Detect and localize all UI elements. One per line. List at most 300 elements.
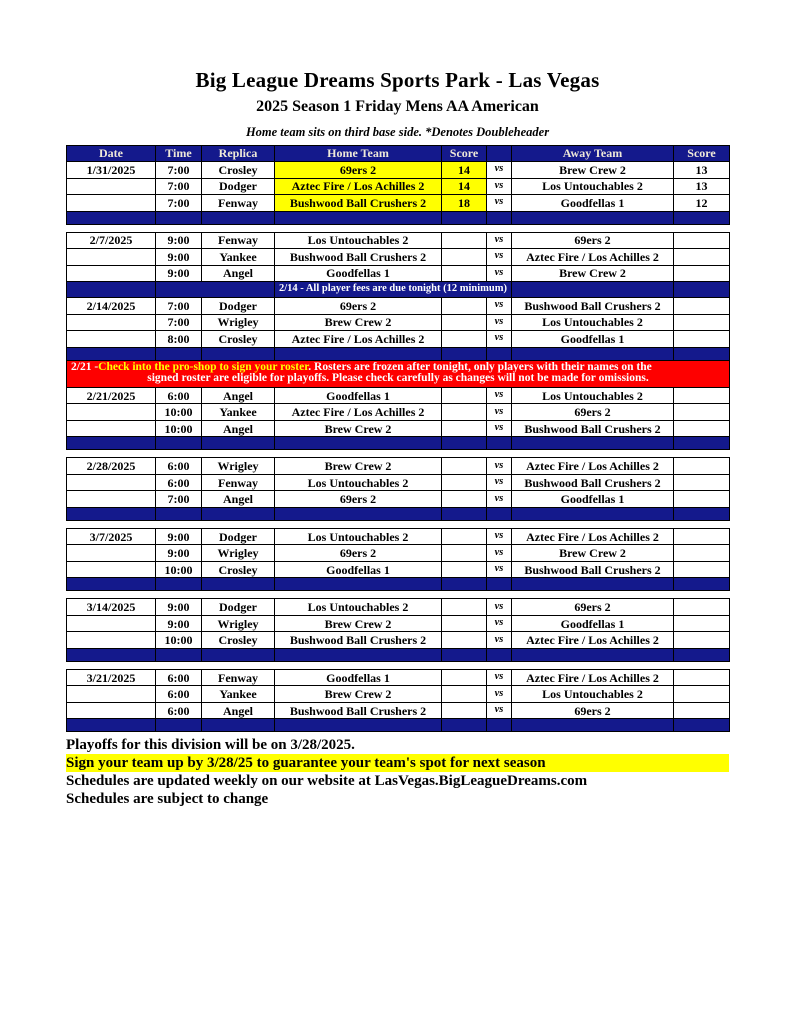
time-cell: 8:00 [156,331,202,348]
time-cell: 6:00 [156,686,202,703]
game-row [67,528,730,545]
separator-row [67,648,730,661]
separator-cell [275,437,442,450]
roster-notice-line2: signed roster are eligible for playoffs. Please check carefully as changes will not be made for omissions. [147,372,649,385]
time-cell: 9:00 [156,232,202,249]
separator-cell [156,211,202,224]
home-team-cell: Bushwood Ball Crushers 2 [275,249,442,266]
game-row [67,632,730,649]
game-row [67,232,730,249]
game-row [67,387,730,404]
separator-cell [202,347,275,360]
separator-cell [674,507,730,520]
column-header-home-score: Score [442,146,487,162]
away-team-cell: Aztec Fire / Los Achilles 2 [512,669,674,686]
game-row [67,249,730,266]
home-score-cell: 14 [442,178,487,195]
replica-cell: Crosley [202,561,275,578]
vs-label: vs [487,387,512,404]
game-row [67,561,730,578]
away-team-cell: Brew Crew 2 [512,162,674,179]
separator-cell [512,211,674,224]
away-score-cell [674,528,730,545]
away-team-cell: Los Untouchables 2 [512,314,674,331]
replica-cell: Wrigley [202,615,275,632]
home-team-cell: Bushwood Ball Crushers 2 [275,632,442,649]
date-cell [67,702,156,719]
away-score-cell: 13 [674,162,730,179]
date-cell: 2/21/2025 [67,387,156,404]
home-score-cell [442,420,487,437]
schedule-document [66,0,729,808]
time-cell: 7:00 [156,162,202,179]
vs-label: vs [487,528,512,545]
away-score-cell: 13 [674,178,730,195]
separator-cell [275,347,442,360]
vs-label: vs [487,178,512,195]
time-cell: 7:00 [156,298,202,315]
game-row [67,458,730,475]
away-score-cell [674,331,730,348]
game-row [67,420,730,437]
replica-cell: Angel [202,387,275,404]
date-cell [67,195,156,212]
separator-cell [275,578,442,591]
separator-cell [442,211,487,224]
gap-cell [67,450,730,458]
column-header-time: Time [156,146,202,162]
replica-cell: Crosley [202,162,275,179]
replica-cell: Wrigley [202,458,275,475]
vs-label: vs [487,599,512,616]
home-team-cell: Goodfellas 1 [275,387,442,404]
replica-cell: Crosley [202,331,275,348]
vs-label: vs [487,474,512,491]
separator-cell [674,578,730,591]
date-cell: 1/31/2025 [67,162,156,179]
home-team-cell: Brew Crew 2 [275,314,442,331]
away-team-cell: Los Untouchables 2 [512,686,674,703]
gap-cell [67,224,730,232]
game-row [67,178,730,195]
separator-cell [442,347,487,360]
home-score-cell [442,387,487,404]
replica-cell: Crosley [202,632,275,649]
date-cell: 3/21/2025 [67,669,156,686]
separator-cell [156,437,202,450]
separator-cell [442,719,487,732]
home-team-cell: Brew Crew 2 [275,686,442,703]
separator-cell [442,437,487,450]
away-team-cell: Aztec Fire / Los Achilles 2 [512,632,674,649]
footer-notes [66,736,729,808]
away-team-cell: Bushwood Ball Crushers 2 [512,474,674,491]
away-team-cell: 69ers 2 [512,702,674,719]
home-score-cell [442,528,487,545]
away-team-cell: Bushwood Ball Crushers 2 [512,298,674,315]
signup-note: Sign your team up by 3/28/25 to guarantee your team's spot for next season [66,754,729,772]
home-score-cell [442,686,487,703]
home-score-cell [442,314,487,331]
game-row [67,615,730,632]
away-team-cell: Goodfellas 1 [512,331,674,348]
home-score-cell [442,298,487,315]
date-cell [67,331,156,348]
separator-cell [156,507,202,520]
home-score-cell [442,249,487,266]
home-score-cell [442,702,487,719]
date-cell [67,632,156,649]
separator-cell [202,211,275,224]
gap-row [67,661,730,669]
away-score-cell [674,458,730,475]
vs-label: vs [487,162,512,179]
separator-row [67,719,730,732]
time-cell: 9:00 [156,599,202,616]
separator-cell [487,719,512,732]
time-cell: 10:00 [156,404,202,421]
roster-notice-highlight: Check into the pro-shop to sign your roster [98,360,309,373]
away-score-cell: 12 [674,195,730,212]
away-team-cell: Goodfellas 1 [512,195,674,212]
away-score-cell [674,686,730,703]
column-header-home-team: Home Team [275,146,442,162]
home-score-cell [442,669,487,686]
away-score-cell [674,669,730,686]
away-team-cell: Brew Crew 2 [512,265,674,282]
column-header-away-team: Away Team [512,146,674,162]
column-header-date: Date [67,146,156,162]
home-score-cell [442,491,487,508]
replica-cell: Yankee [202,686,275,703]
subject-to-change-note: Schedules are subject to change [66,791,269,808]
date-cell [67,404,156,421]
game-row [67,195,730,212]
vs-label: vs [487,561,512,578]
field-side-note: Home team sits on third base side. *Denotes Doubleheader [245,125,550,139]
separator-cell [512,648,674,661]
time-cell: 7:00 [156,491,202,508]
time-cell: 6:00 [156,669,202,686]
home-score-cell [442,561,487,578]
time-cell: 6:00 [156,387,202,404]
separator-cell [674,211,730,224]
gap-row [67,520,730,528]
game-row [67,298,730,315]
column-header-away-score: Score [674,146,730,162]
game-row [67,669,730,686]
separator-cell [487,437,512,450]
replica-cell: Angel [202,491,275,508]
separator-cell [67,719,156,732]
home-team-cell: Los Untouchables 2 [275,474,442,491]
replica-cell: Angel [202,265,275,282]
time-cell: 7:00 [156,178,202,195]
separator-cell [67,648,156,661]
date-cell [67,420,156,437]
replica-cell: Fenway [202,474,275,491]
home-score-cell [442,632,487,649]
away-team-cell: Bushwood Ball Crushers 2 [512,420,674,437]
date-cell [67,615,156,632]
game-row [67,331,730,348]
replica-cell: Fenway [202,232,275,249]
time-cell: 6:00 [156,702,202,719]
home-team-cell: 69ers 2 [275,491,442,508]
separator-cell [442,648,487,661]
gap-cell [67,591,730,599]
away-score-cell [674,232,730,249]
replica-cell: Yankee [202,404,275,421]
separator-row [67,507,730,520]
separator-row [67,211,730,224]
replica-cell: Wrigley [202,545,275,562]
replica-cell: Yankee [202,249,275,266]
separator-row [67,437,730,450]
time-cell: 10:00 [156,632,202,649]
separator-cell [202,648,275,661]
vs-label: vs [487,331,512,348]
away-score-cell [674,282,730,298]
away-team-cell: 69ers 2 [512,599,674,616]
vs-label: vs [487,615,512,632]
separator-cell [202,719,275,732]
game-row [67,491,730,508]
away-score-cell [674,298,730,315]
separator-cell [487,578,512,591]
vs-label: vs [487,404,512,421]
date-cell [67,265,156,282]
separator-cell [202,578,275,591]
roster-notice-row [67,360,730,387]
home-team-cell: Bushwood Ball Crushers 2 [275,702,442,719]
replica-cell: Wrigley [202,314,275,331]
replica-cell: Dodger [202,178,275,195]
vs-label: vs [487,314,512,331]
away-team-cell: Brew Crew 2 [512,545,674,562]
game-row [67,314,730,331]
gap-row [67,224,730,232]
home-team-cell: Aztec Fire / Los Achilles 2 [275,404,442,421]
website-note: Schedules are updated weekly on our website at LasVegas.BigLeagueDreams.com [66,773,588,790]
replica-cell: Dodger [202,298,275,315]
away-score-cell [674,702,730,719]
date-cell [67,249,156,266]
away-score-cell [674,265,730,282]
separator-cell [275,648,442,661]
date-cell [67,314,156,331]
time-cell: 9:00 [156,545,202,562]
separator-cell [674,347,730,360]
away-team-cell: Bushwood Ball Crushers 2 [512,561,674,578]
away-team-cell [512,282,674,298]
away-score-cell [674,249,730,266]
home-score-cell [442,331,487,348]
separator-cell [67,578,156,591]
separator-cell [156,578,202,591]
home-score-cell: 18 [442,195,487,212]
away-score-cell [674,615,730,632]
vs-label: vs [487,632,512,649]
away-score-cell [674,545,730,562]
date-cell [67,178,156,195]
date-cell: 2/7/2025 [67,232,156,249]
roster-notice-line1: 2/21 -Check into the pro-shop to sign your roster. Rosters are frozen after tonight, only players with their names on the [71,360,652,373]
time-cell: 9:00 [156,249,202,266]
game-row [67,545,730,562]
home-team-cell: Brew Crew 2 [275,458,442,475]
separator-cell [275,211,442,224]
column-header-replica: Replica [202,146,275,162]
date-cell: 3/7/2025 [67,528,156,545]
home-team-cell: Aztec Fire / Los Achilles 2 [275,331,442,348]
game-row [67,686,730,703]
away-score-cell [674,420,730,437]
home-team-cell: Los Untouchables 2 [275,599,442,616]
vs-label: vs [487,545,512,562]
home-team-cell: Goodfellas 1 [275,669,442,686]
fee-notice-row [67,282,730,298]
away-team-cell: Aztec Fire / Los Achilles 2 [512,458,674,475]
notice-spacer-cell [156,282,275,298]
roster-notice-text [67,360,730,387]
home-team-cell: Los Untouchables 2 [275,528,442,545]
separator-cell [442,578,487,591]
separator-cell [512,507,674,520]
separator-cell [487,648,512,661]
time-cell: 6:00 [156,474,202,491]
away-score-cell [674,599,730,616]
away-team-cell: Los Untouchables 2 [512,387,674,404]
date-cell [67,561,156,578]
separator-cell [202,437,275,450]
away-score-cell [674,491,730,508]
home-team-cell: Goodfellas 1 [275,561,442,578]
separator-cell [275,507,442,520]
home-team-cell: Los Untouchables 2 [275,232,442,249]
time-cell: 9:00 [156,615,202,632]
date-cell [67,282,156,298]
game-row [67,265,730,282]
home-team-cell: 69ers 2 [275,298,442,315]
table-header-row [67,146,730,162]
fee-notice-text: 2/14 - All player fees are due tonight (12 minimum) [275,282,512,298]
away-team-cell: 69ers 2 [512,232,674,249]
separator-row [67,347,730,360]
home-score-cell [442,545,487,562]
date-cell [67,491,156,508]
replica-cell: Dodger [202,528,275,545]
vs-label: vs [487,669,512,686]
vs-label: vs [487,491,512,508]
page-title: Big League Dreams Sports Park - Las Vegas [195,68,600,92]
separator-cell [512,578,674,591]
separator-cell [512,437,674,450]
date-cell [67,474,156,491]
away-score-cell [674,632,730,649]
home-team-cell: Bushwood Ball Crushers 2 [275,195,442,212]
vs-label: vs [487,298,512,315]
game-row [67,599,730,616]
page-subtitle: 2025 Season 1 Friday Mens AA American [256,98,539,115]
playoffs-note: Playoffs for this division will be on 3/28/2025. [66,737,355,754]
away-team-cell: 69ers 2 [512,404,674,421]
home-score-cell [442,458,487,475]
home-score-cell [442,265,487,282]
home-team-cell: 69ers 2 [275,545,442,562]
separator-cell [512,719,674,732]
game-row [67,404,730,421]
game-row [67,702,730,719]
away-team-cell: Goodfellas 1 [512,615,674,632]
home-score-cell [442,474,487,491]
time-cell: 9:00 [156,528,202,545]
home-team-cell: 69ers 2 [275,162,442,179]
away-team-cell: Los Untouchables 2 [512,178,674,195]
vs-label: vs [487,232,512,249]
separator-cell [512,347,674,360]
away-score-cell [674,387,730,404]
separator-cell [202,507,275,520]
replica-cell: Fenway [202,669,275,686]
vs-label: vs [487,265,512,282]
home-score-cell [442,615,487,632]
separator-cell [674,437,730,450]
home-team-cell: Goodfellas 1 [275,265,442,282]
separator-row [67,578,730,591]
separator-cell [442,507,487,520]
separator-cell [674,719,730,732]
separator-cell [67,507,156,520]
home-score-cell [442,404,487,421]
date-cell: 2/28/2025 [67,458,156,475]
away-team-cell: Goodfellas 1 [512,491,674,508]
replica-cell: Angel [202,702,275,719]
home-team-cell: Aztec Fire / Los Achilles 2 [275,178,442,195]
gap-cell [67,520,730,528]
home-score-cell: 14 [442,162,487,179]
time-cell: 10:00 [156,561,202,578]
game-row [67,162,730,179]
time-cell: 9:00 [156,265,202,282]
away-score-cell [674,404,730,421]
separator-cell [67,437,156,450]
away-score-cell [674,314,730,331]
replica-cell: Fenway [202,195,275,212]
away-score-cell [674,561,730,578]
gap-row [67,591,730,599]
vs-label: vs [487,420,512,437]
away-team-cell: Aztec Fire / Los Achilles 2 [512,249,674,266]
date-cell [67,686,156,703]
vs-label: vs [487,702,512,719]
separator-cell [67,347,156,360]
replica-cell: Dodger [202,599,275,616]
vs-label: vs [487,195,512,212]
separator-cell [487,211,512,224]
column-header-vs [487,146,512,162]
separator-cell [156,648,202,661]
vs-label: vs [487,686,512,703]
away-team-cell: Aztec Fire / Los Achilles 2 [512,528,674,545]
gap-row [67,450,730,458]
schedule-table [66,145,730,732]
time-cell: 6:00 [156,458,202,475]
home-score-cell [442,232,487,249]
separator-cell [67,211,156,224]
time-cell: 7:00 [156,314,202,331]
separator-cell [487,507,512,520]
